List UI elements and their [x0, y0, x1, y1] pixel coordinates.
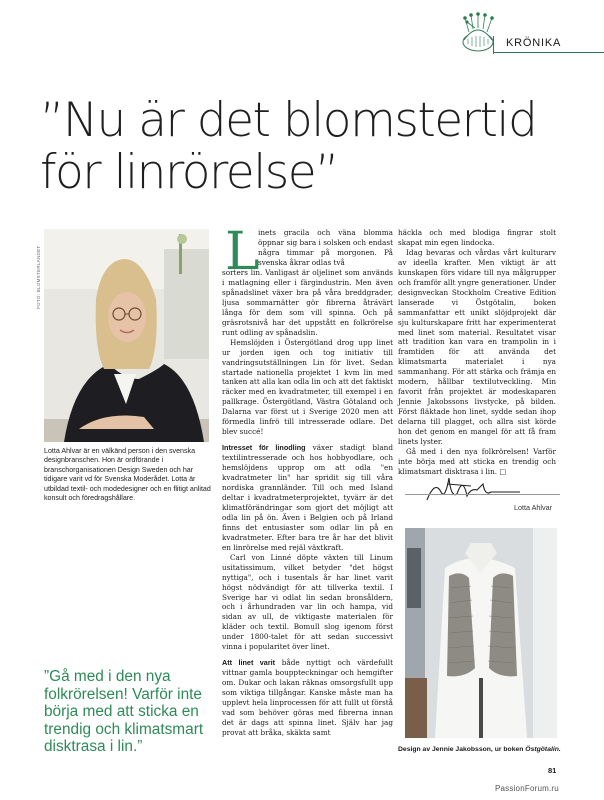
signature [425, 470, 525, 510]
paragraph-lead: Intresset för linodling [222, 443, 306, 453]
section-label: KRÖNIKA [506, 37, 562, 49]
portrait-caption: Lotta Ahlvar är en välkänd person i den svenska designbranschen. Hon är ordförande i branschorganisationen Design Sweden och har tidigare varit vd för Svenska Moderådet. Lotta är utbildad textil- och modedesigner och en flitigt anlitad konsult och föredragshållare. [44, 447, 211, 503]
vest-caption-text: Design av Jennie Jakobsson, ur boken [398, 746, 526, 753]
portrait-photo [44, 229, 209, 442]
paragraph: Carl von Linné döpte växten till Linum usitatissimum, vilket betyder "det högst nyttiga", och i tusentals år har linet varit högst nödvändigt för att tillverka textil. I Sverige har vi odlat lin sedan bronsåldern, och i århundraden var lin och hampa, vid sidan av ull, de viktigaste materialen för kläder och textil. Bomull slog igenom först under 1800-talet för att sedan successivt vinna i popularitet över linet. [222, 552, 393, 652]
photo-credit: FOTO: BLOMSTERLANDET [36, 245, 41, 309]
intro-paragraph: sorters lin. Vanligast är oljelinet som används i matlagning eller i färgindustrin. Men även spånadslinet växer bra på våra breddgrader, ljusa sommarnätter gör fibrerna åtrávärt långa för dem som vill spinna. Och på gräsrotsnivå har det uppstått en folkrörelse runt odling av spånadslin. [222, 268, 393, 337]
pull-quote: ”Gå med i den nya folkrörelsen! Varför inte börja med att sticka en trendig och klimatsmart disktrasa i lin.” [44, 668, 204, 756]
section-divider [493, 36, 494, 54]
paragraph: häckla och med blodiga fingrar stolt skapat min egen lindocka. [398, 228, 556, 247]
paragraph: Idag bevaras och vårdas vårt kulturarv av ideella krafter. Men viktigt är att kunskapen förs vidare till nya målgrupper och framför allt yngre generationer. Under designveckan Stockholm Creative Edition lanserade vi Östgötalin, boken sammanfattar ett unikt slöjdprojekt där sju kulturskapare fritt har experimenterat med linet som material. Resultatet visar att tradition kan vara en trampolin in i framtiden för att använda det klimatsmarta materialet i nya sammanhang. För att stärka och främja en modern, hållbar textilutveckling. Min favorit från projektet är modeskaparen Jennie Jakobssons livstycke, på bilden. Först fläktade hon linet, sydde sedan ihop delarna till plagget, och allra sist körde hon det genom en mangel för att få fram linets lyster. [398, 247, 556, 447]
article-title: ”Nu är det blomstertid för linrörelse” [40, 93, 537, 200]
paragraph [222, 443, 393, 552]
paragraph [222, 658, 393, 738]
column-1 [222, 268, 393, 738]
paragraph-text: både nyttigt och värdefullt vittnar gamla bouppteckningar och hemgifter om. Dukar och lakan räknas omsorgsfullt upp som viktiga tillgångar. Kanske måste man ha upplevt hela linprocessen för att fullt ut förstå vad som behöver göras med fibrerna innan det är dags att spinna linet. Själv har jag provat att bråka, skäkta samt [222, 658, 393, 737]
page-number: 81 [548, 766, 557, 775]
intro-first-lines: inets gracila och väna blomma öppnar sig bara i solsken och endast några timmar på morgonen. På svenska åkrar odlas två [258, 228, 393, 267]
author-name: Lotta Ahlvar [514, 503, 552, 512]
vest-photo [405, 528, 557, 738]
vest-caption [398, 745, 568, 754]
paragraph: Gå med i den nya folkrörelsen! Varför inte börja med att sticka en trendig och klimatsmart disktrasa i lin. □ [398, 446, 556, 476]
paragraph-text: växer stadigt bland textilintresserade och hos hobbyodlare, och hemslöjdens upprop om att odla "en kvadratmeter lin" har spridit sig till våra nordiska grannländer. Till och med Island deltar i kvadratmeterprojektet, tyvärr är det klimatförändringar som gjort det möjligt att odla lin på ön. Även i Belgien och på Irland finns det entusiaster som odlar lin på en kvadratmeter. Efter bara tre år har det blivit en linrörelse med rejäl växtkraft. [222, 443, 393, 552]
watermark: PassionForum.ru [495, 784, 559, 793]
vest-caption-book: Östgötalin. [525, 746, 561, 753]
drop-cap: L [225, 222, 260, 282]
column-2 [398, 228, 556, 477]
paragraph-lead: Att linet varit [222, 658, 276, 668]
paragraph: Hemslöjden i Östergötland drog upp linet ur jorden igen och tog initiativ till vandringsutställningen Lin för livet. Sedan startade nationella projektet 1 kvm lin med tanken att alla kan odla lin och att det faktiskt räcker med en kvadratmeter, till exempel i en pallkrage. Östergötland, Västra Götaland och Dalarna var först ut i Sverige 2020 men att förmedla linfrö till intresserade odlare. Det blev succé! [222, 337, 393, 437]
signature-rule [405, 494, 560, 495]
